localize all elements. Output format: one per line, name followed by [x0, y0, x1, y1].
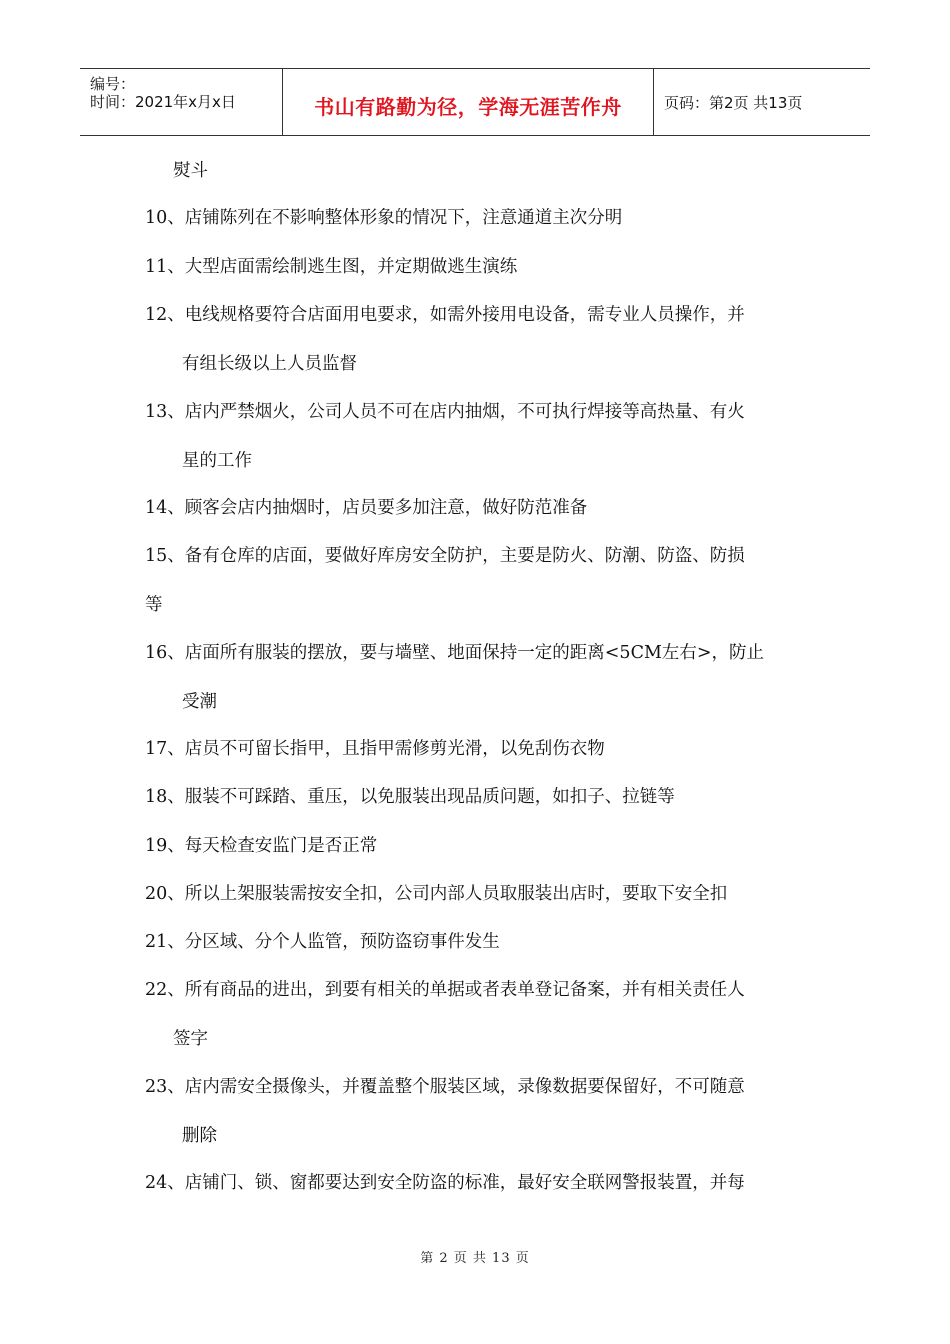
text-line: 14、顾客会店内抽烟时，店员要多加注意，做好防范准备	[145, 498, 588, 518]
text-line: 23、店内需安全摄像头，并覆盖整个服装区域，录像数据要保留好，不可随意	[145, 1077, 745, 1097]
text-line: 20、所以上架服装需按安全扣，公司内部人员取服装出店时，要取下安全扣	[145, 884, 728, 904]
header-info-cell	[80, 69, 283, 135]
text-line: 删除	[182, 1126, 217, 1146]
document-number-label: 编号：	[90, 75, 136, 93]
text-line: 等	[145, 595, 163, 615]
page-footer: 第 2 页 共 13 页	[420, 1251, 530, 1266]
text-line: 受潮	[182, 692, 217, 712]
text-line: 签字	[173, 1029, 208, 1049]
header-page-number: 页码：第2页 共13页	[664, 93, 803, 112]
text-line: 熨斗	[173, 161, 208, 181]
text-line: 11、大型店面需绘制逃生图，并定期做逃生演练	[145, 257, 518, 277]
text-line: 18、服装不可踩踏、重压，以免服装出现品质问题，如扣子、拉链等	[145, 787, 675, 807]
text-line: 24、店铺门、锁、窗都要达到安全防盗的标准，最好安全联网警报装置，并每	[145, 1173, 745, 1193]
text-line: 有组长级以上人员监督	[182, 354, 357, 374]
header-motto: 书山有路勤为径，学海无涯苦作舟	[283, 69, 654, 135]
text-line: 15、备有仓库的店面，要做好库房安全防护，主要是防火、防潮、防盗、防损	[145, 546, 745, 566]
text-line: 17、店员不可留长指甲，且指甲需修剪光滑，以免刮伤衣物	[145, 739, 605, 759]
document-date-label: 时间：2021年x月x日	[90, 93, 236, 111]
text-line: 10、店铺陈列在不影响整体形象的情况下，注意通道主次分明	[145, 208, 623, 228]
text-line: 19、每天检查安监门是否正常	[145, 836, 378, 856]
text-line: 星的工作	[182, 451, 252, 471]
text-line: 16、店面所有服装的摆放，要与墙壁、地面保持一定的距离<5CM左右>，防止	[145, 643, 765, 663]
text-line: 22、所有商品的进出，到要有相关的单据或者表单登记备案，并有相关责任人	[145, 980, 745, 1000]
page-header	[80, 68, 870, 136]
text-line: 13、店内严禁烟火，公司人员不可在店内抽烟，不可执行焊接等高热量、有火	[145, 402, 745, 422]
text-line: 12、电线规格要符合店面用电要求，如需外接用电设备，需专业人员操作，并	[145, 305, 745, 325]
text-line: 21、分区域、分个人监管，预防盗窃事件发生	[145, 932, 500, 952]
